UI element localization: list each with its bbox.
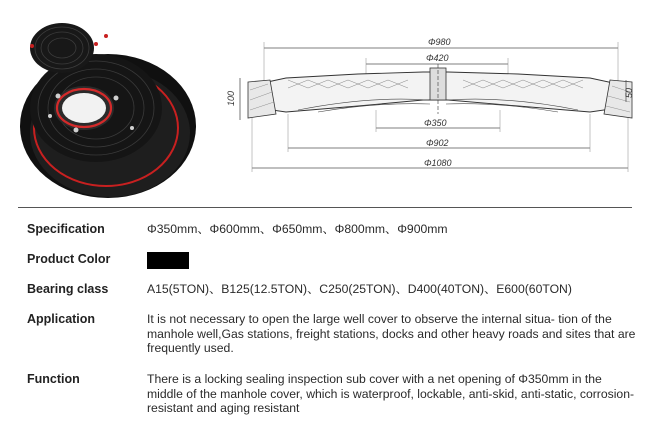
spec-row-bearing (27, 282, 637, 312)
spec-row-application (27, 312, 637, 372)
specification-value: Φ350mm、Φ600mm、Φ650mm、Φ800mm、Φ900mm (147, 222, 448, 236)
dim-420: Φ420 (426, 53, 449, 63)
dim-100: 100 (226, 90, 236, 106)
dim-1080: Φ1080 (424, 158, 452, 168)
function-label: Function (27, 372, 80, 386)
dim-350: Φ350 (424, 118, 447, 128)
color-swatch (147, 252, 189, 269)
specification-label: Specification (27, 222, 105, 236)
dim-980: Φ980 (428, 37, 451, 47)
spec-row-specification (27, 222, 637, 252)
dim-50: 50 (624, 87, 634, 98)
application-value: It is not necessary to open the large well cover to observe the internal situa- tion of the manhole well,Gas stations, freight stations, docks and other heavy roads and sites that are frequently used. (147, 312, 636, 355)
spec-table (27, 222, 637, 422)
bearing-class-label: Bearing class (27, 282, 109, 296)
function-value: There is a locking sealing inspection sub cover with a net opening of Φ350mm in the middle of the manhole cover, which is waterproof, lockable, anti-skid, anti-static, corrosion-resistant and aging resistant (147, 372, 635, 415)
spec-row-function (27, 372, 637, 422)
product-header (0, 0, 650, 205)
manhole-cover-photo (20, 8, 210, 203)
bearing-class-value: A15(5TON)、B125(12.5TON)、C250(25TON)、D400(40TON)、E600(60TON) (147, 282, 572, 296)
dim-902: Φ902 (426, 138, 449, 148)
divider (18, 207, 632, 208)
spec-row-color (27, 252, 637, 282)
product-color-label: Product Color (27, 252, 111, 266)
application-label: Application (27, 312, 96, 326)
cross-section-drawing (218, 30, 638, 180)
